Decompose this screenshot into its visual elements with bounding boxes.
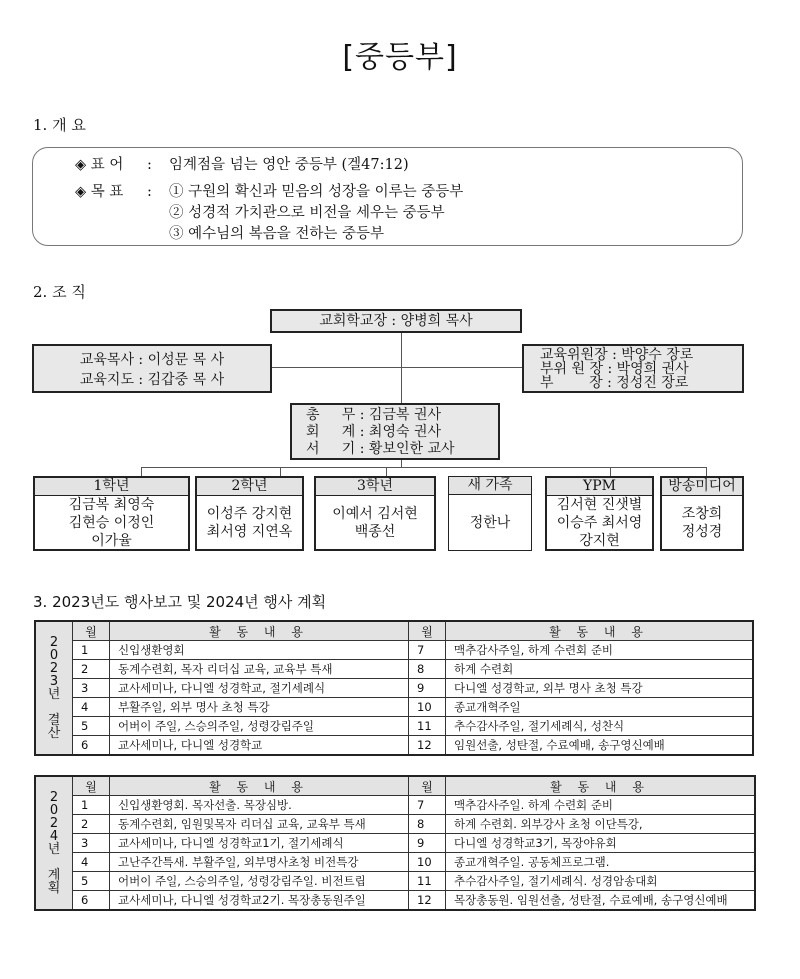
month-cell: 3 <box>73 679 110 698</box>
table-row <box>35 853 755 872</box>
year-label-char: 3 <box>49 674 59 689</box>
unit-member: 이승주 최서영 <box>556 514 643 531</box>
activity-cell: 추수감사주일, 절기세례식. 성경암송대회 <box>446 872 756 891</box>
activity-header: 활 동 내 용 <box>446 621 754 641</box>
activity-cell: 교사세미나, 다니엘 성경학교1기, 절기세례식 <box>110 834 409 853</box>
box-line: 서 기 : 황보인한 교사 <box>306 441 455 457</box>
connector-line <box>280 467 281 476</box>
year-label-char: 2 <box>49 816 59 831</box>
activity-cell: 교사세미나, 다니엘 성경학교, 절기세례식 <box>110 679 409 698</box>
year-label-cell <box>35 621 73 755</box>
month-cell: 12 <box>409 891 446 911</box>
table-row <box>35 717 753 736</box>
activity-header: 활 동 내 용 <box>110 776 409 796</box>
year-label-char: 2 <box>49 661 59 676</box>
box-line: 교육지도 : 김갑중 목 사 <box>79 372 225 388</box>
table-row <box>35 796 755 815</box>
table-row <box>35 815 755 834</box>
month-cell: 6 <box>73 891 110 911</box>
month-cell: 1 <box>73 796 110 815</box>
staff-box <box>290 403 500 460</box>
month-cell: 12 <box>409 736 446 756</box>
colon: : <box>147 184 152 200</box>
goals-label: ◈ 목 표 <box>75 184 124 200</box>
unit-name: YPM <box>547 478 652 496</box>
education-pastor-box <box>32 344 272 393</box>
unit-member: 김현승 이정인 <box>68 514 155 531</box>
events-table-2023 <box>34 620 754 756</box>
activity-cell: 하계 수련회 <box>446 660 754 679</box>
activity-cell: 맥추감사주일. 하계 수련회 준비 <box>446 796 756 815</box>
month-cell: 10 <box>409 698 446 717</box>
unit-box-ypm <box>545 476 654 551</box>
activity-cell: 임원선출, 성탄절, 수료예배, 송구영신예배 <box>446 736 754 756</box>
connector-line <box>141 467 707 468</box>
unit-member: 정성경 <box>681 523 723 540</box>
month-cell: 7 <box>409 641 446 660</box>
activity-cell: 신입생환영회. 목자선출. 목장심방. <box>110 796 409 815</box>
month-cell: 8 <box>409 815 446 834</box>
unit-name: 방송미디어 <box>662 478 742 496</box>
activity-cell: 다니엘 성경학교, 외부 명사 초청 특강 <box>446 679 754 698</box>
unit-member: 김금복 최영숙 <box>68 496 155 513</box>
year-label-char: 0 <box>49 803 59 818</box>
month-cell: 2 <box>73 815 110 834</box>
page-title: [중등부] <box>342 40 458 75</box>
overview-box <box>32 147 743 246</box>
activity-cell: 신입생환영회 <box>110 641 409 660</box>
section-overview-heading: 1. 개 요 <box>33 116 86 134</box>
table-row <box>35 872 755 891</box>
unit-member: 김서현 진샛별 <box>556 496 643 513</box>
month-cell: 4 <box>73 698 110 717</box>
unit-member: 강지현 <box>579 532 620 549</box>
activity-cell: 어버이 주일, 스승의주일, 성령강림주일. 비전트립 <box>110 872 409 891</box>
connector-line <box>706 467 707 476</box>
unit-member: 정한나 <box>469 514 511 531</box>
year-label-char: 년 <box>47 842 61 857</box>
month-cell: 9 <box>409 679 446 698</box>
month-cell: 10 <box>409 853 446 872</box>
activity-cell: 하계 수련회. 외부강사 초청 이단특강, <box>446 815 756 834</box>
month-cell: 4 <box>73 853 110 872</box>
year-label-char: 4 <box>49 829 59 844</box>
month-header: 월 <box>73 621 110 641</box>
activity-header: 활 동 내 용 <box>110 621 409 641</box>
activity-cell: 목장총동원. 임원선출, 성탄절, 수료예배, 송구영신예배 <box>446 891 756 911</box>
activity-cell: 교사세미나, 다니엘 성경학교 <box>110 736 409 756</box>
activity-cell: 다니엘 성경학교3기, 목장야유회 <box>446 834 756 853</box>
section-events-heading: 3. 2023년도 행사보고 및 2024년 행사 계획 <box>33 593 327 611</box>
activity-cell: 부활주일, 외부 명사 초청 특강 <box>110 698 409 717</box>
year-label-char: 획 <box>47 881 61 896</box>
box-line: 부 장 : 정성진 장로 <box>540 375 689 391</box>
connector-line <box>272 367 522 368</box>
month-cell: 1 <box>73 641 110 660</box>
section-organization-heading: 2. 조 직 <box>33 283 86 301</box>
table-row <box>35 698 753 717</box>
events-table-2024 <box>34 775 756 911</box>
activity-header: 활 동 내 용 <box>446 776 756 796</box>
month-header: 월 <box>73 776 110 796</box>
unit-member: 이가율 <box>91 532 132 549</box>
unit-box-grade2 <box>195 476 304 551</box>
year-label-char: 결 <box>47 713 61 728</box>
activity-cell: 종교개혁주일 <box>446 698 754 717</box>
header-row <box>35 776 755 796</box>
table-row <box>35 891 755 911</box>
month-cell: 11 <box>409 872 446 891</box>
year-label-cell <box>35 776 73 910</box>
motto-label: ◈ 표 어 <box>75 157 124 173</box>
unit-member: 조창희 <box>681 505 723 522</box>
unit-member: 백종선 <box>354 523 396 540</box>
committee-box <box>522 344 744 393</box>
activity-cell: 맥추감사주일, 하계 수련회 준비 <box>446 641 754 660</box>
unit-box-grade1 <box>33 476 190 551</box>
table-row <box>35 641 753 660</box>
table-row <box>35 679 753 698</box>
unit-member: 최서영 지연옥 <box>206 523 293 540</box>
table-row <box>35 834 755 853</box>
month-header: 월 <box>409 621 446 641</box>
box-line: 교육위원장 : 박양수 장로 <box>540 347 694 363</box>
box-line: 회 계 : 최영숙 권사 <box>306 424 441 440</box>
principal-box: 교회학교장 : 양병희 목사 <box>270 309 522 333</box>
goal-item: ① 구원의 확신과 믿음의 성장을 이루는 중등부 <box>169 184 464 200</box>
activity-cell: 동계수련회, 목자 리더십 교육, 교육부 특새 <box>110 660 409 679</box>
goals-row <box>75 180 463 201</box>
box-line: 총 무 : 김금복 권사 <box>306 407 441 423</box>
activity-cell: 교사세미나, 다니엘 성경학교2기. 목장총동원주일 <box>110 891 409 911</box>
month-header: 월 <box>409 776 446 796</box>
activity-cell: 종교개혁주일. 공동체프로그램. <box>446 853 756 872</box>
month-cell: 2 <box>73 660 110 679</box>
table-row <box>35 736 753 756</box>
year-label-char: 2 <box>49 635 59 650</box>
month-cell: 6 <box>73 736 110 756</box>
activity-cell: 고난주간특새. 부활주일, 외부명사초청 비전특강 <box>110 853 409 872</box>
unit-box-media <box>660 476 744 551</box>
unit-name: 새 가족 <box>449 477 531 495</box>
activity-cell: 동계수련회, 임원및목자 리더십 교육, 교육부 특새 <box>110 815 409 834</box>
month-cell: 5 <box>73 717 110 736</box>
activity-cell: 어버이 주일, 스승의주일, 성령강림주일 <box>110 717 409 736</box>
year-label-char: 산 <box>47 726 61 741</box>
activity-cell: 추수감사주일, 절기세례식, 성찬식 <box>446 717 754 736</box>
month-cell: 9 <box>409 834 446 853</box>
unit-box-new-family <box>448 476 532 551</box>
box-line: 부위 원 장 : 박영희 권사 <box>540 361 689 377</box>
unit-name: 2학년 <box>197 478 302 496</box>
connector-line <box>610 467 611 476</box>
motto-row <box>75 153 409 174</box>
motto-text: 임계점을 넘는 영안 중등부 (겔47:12) <box>169 157 409 173</box>
connector-line <box>386 467 387 476</box>
unit-member: 이성주 강지현 <box>206 505 293 522</box>
header-row <box>35 621 753 641</box>
connector-line <box>141 467 142 476</box>
box-line: 교육목사 : 이성문 목 사 <box>79 352 225 368</box>
year-label-char: 계 <box>47 868 61 883</box>
year-label-char: 년 <box>47 687 61 702</box>
unit-name: 3학년 <box>316 478 434 496</box>
month-cell: 8 <box>409 660 446 679</box>
goal-item: ③ 예수님의 복음을 전하는 중등부 <box>169 226 385 242</box>
goal-item: ② 성경적 가치관으로 비전을 세우는 중등부 <box>169 205 445 221</box>
year-label-char: 0 <box>49 648 59 663</box>
year-label-char: 2 <box>49 790 59 805</box>
colon: : <box>147 157 152 173</box>
month-cell: 5 <box>73 872 110 891</box>
month-cell: 3 <box>73 834 110 853</box>
unit-name: 1학년 <box>35 478 188 496</box>
month-cell: 11 <box>409 717 446 736</box>
table-row <box>35 660 753 679</box>
month-cell: 7 <box>409 796 446 815</box>
unit-member: 이예서 김서현 <box>332 505 418 522</box>
unit-box-grade3 <box>314 476 436 551</box>
